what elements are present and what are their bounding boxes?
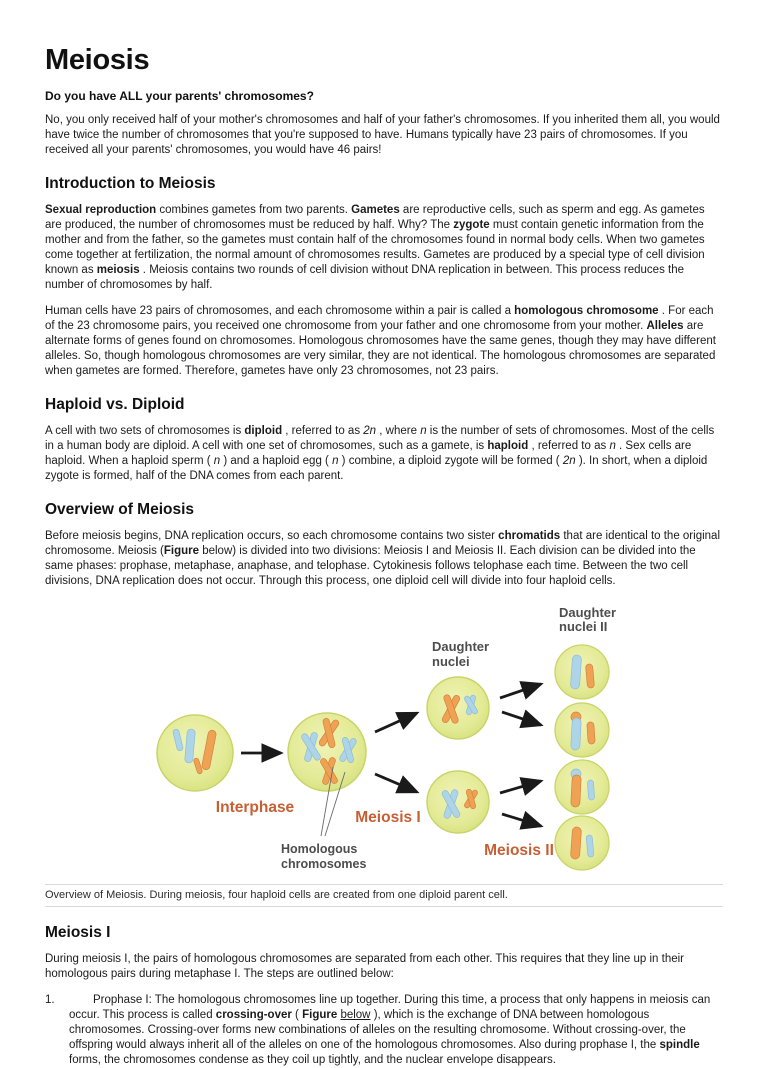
text-run: 2n: [363, 425, 377, 438]
paragraph: [45, 113, 723, 158]
figure-caption-block: [45, 884, 723, 907]
paragraph: [45, 203, 723, 293]
document-bottom-sections: [45, 924, 723, 1068]
text-run: n: [332, 455, 339, 468]
arrow-meiosis1-lower-icon: [375, 774, 417, 792]
section-heading-meiosis-i: Meiosis I: [45, 924, 111, 942]
paragraph: [45, 304, 723, 379]
text-run: . Meiosis contains two rounds of cell division without DNA replication in between. This process reduces the number of chromosomes by half.: [45, 264, 685, 292]
daughter-nuclei-ii-label: Daughter: [559, 605, 617, 621]
homologous-chromosomes-label: chromosomes: [281, 857, 367, 872]
text-run: forms, the chromosomes condense as they coil up tightly, and the nuclear envelope disappears.: [69, 1054, 556, 1067]
text-run: that are identical to the original chromosome. Meiosis (: [45, 530, 720, 558]
homologous-chromosomes-label: Homologous: [281, 842, 358, 857]
interphase-label: Interphase: [215, 799, 295, 817]
arrow-meiosis2-icon: [500, 781, 541, 793]
daughter-cell-ii-4: [555, 816, 609, 870]
daughter-cell-1: [427, 677, 489, 739]
text-run: spindle: [659, 1039, 700, 1052]
daughter-cell-ii-2: [555, 703, 609, 757]
text-run: No, you only received half of your mother's chromosomes and half of your father's chromosomes. If you inherited them all, you would have twice the number of chromosomes that you're supposed to have. Humans typically have 23 pairs of chromosomes. If you received all your parents' chromosomes, you would have 46 pairs!: [45, 114, 720, 157]
text-run: Gametes: [351, 204, 400, 217]
meiosis-i-label: Meiosis I: [355, 809, 421, 827]
arrow-meiosis2-icon: [502, 814, 541, 826]
text-run: Figure: [163, 545, 200, 558]
list-number: 1.: [45, 994, 55, 1007]
figure-caption: Overview of Meiosis. During meiosis, four haploid cells are created from one diploid parent cell.: [45, 889, 508, 902]
text-run: ), which is the exchange of DNA between homologous chromosomes. Crossing-over forms new combinations of alleles on the resulting chromosome. Without crossing-over, the offspring would always inherit all of the alleles on one of the homologous chromosomes. Also during prophase I, the: [69, 1009, 686, 1052]
text-run: Alleles: [646, 320, 684, 333]
meiosis-ii-label: Meiosis II: [484, 842, 554, 860]
daughter-nuclei-ii-label: nuclei II: [559, 619, 608, 635]
daughter-cell-2: [427, 771, 489, 833]
section-heading-introduction-to-meiosis: Introduction to Meiosis: [45, 175, 216, 193]
text-run: Before meiosis begins, DNA replication occurs, so each chromosome contains two sister: [45, 530, 499, 543]
section-heading-overview-of-meiosis: Overview of Meiosis: [45, 501, 195, 519]
text-run: are reproductive cells, such as sperm and egg. As gametes are produced, the number of chromosomes must be reduced by half. Why? The: [45, 204, 705, 232]
text-run: ). In short, when a diploid zygote is formed, half of the DNA comes from each parent.: [45, 455, 708, 483]
text-run: zygote: [453, 219, 490, 232]
daughter-nuclei-label: Daughter: [432, 639, 490, 655]
daughter-nuclei-label: nuclei: [432, 654, 470, 670]
daughter-cell-ii-1: [555, 645, 609, 699]
meiosis-overview-figure: [45, 600, 723, 880]
text-run: , where: [376, 425, 421, 438]
arrow-meiosis2-icon: [502, 712, 541, 725]
text-run: haploid: [487, 440, 529, 453]
text-run: homologous chromosome: [514, 305, 659, 318]
text-run: (: [291, 1009, 303, 1022]
paragraph: [45, 424, 723, 484]
link-below[interactable]: below: [340, 1009, 371, 1022]
text-run: chromatids: [498, 530, 561, 543]
text-run: diploid: [244, 425, 283, 438]
text-run: A cell with two sets of chromosomes is: [45, 425, 245, 438]
text-run: Sexual reproduction: [45, 204, 157, 217]
text-run: 2n: [562, 455, 576, 468]
parent-cell-replicated: [288, 713, 366, 791]
arrow-meiosis1-upper-icon: [375, 713, 417, 732]
section-heading-haploid-vs-diploid: Haploid vs. Diploid: [45, 396, 185, 414]
text-run: During meiosis I, the pairs of homologous chromosomes are separated from each other. This requires that they line up in their homologous pairs during metaphase I. The steps are outlined below:: [45, 953, 685, 981]
text-run: ) and a haploid egg (: [220, 455, 333, 468]
paragraph: [45, 952, 723, 982]
text-run: are alternate forms of genes found on chromosomes. Homologous chromosomes have the same genes, though they may have different alleles. So, though homologous chromosomes are very similar, they are not identical. The homologous chromosomes are separated when gametes are formed. Therefore, gametes have only 23 chromosomes, not 23 pairs.: [45, 320, 716, 378]
interphase-cell: [157, 715, 233, 791]
lead-question: Do you have ALL your parents' chromosomes?: [45, 89, 314, 104]
text-run: must contain genetic information from the mother and from the father, so the gametes must contain half of the chromosomes found in normal body cells. When two gametes come together at fertilization, the normal amount of chromosomes results. Gametes are produced by a special type of cell division known as: [45, 219, 705, 277]
text-run: below) is divided into two divisions: Meiosis I and Meiosis II. Each division can be divided into the same phases: prophase, metaphase, anaphase, and telophase. Cytokinesis follows telophase each time. Between the two cell divisions, DNA replication does not occur. Through this process, one diploid cell will divide into four haploid cells.: [45, 545, 696, 588]
document-top-sections: [45, 45, 723, 589]
text-run: crossing-over: [215, 1009, 292, 1022]
text-run: is the number of sets of chromosomes. Most of the cells in a human body are diploid. A cell with one set of chromosomes, such as a gamete, is: [45, 425, 715, 453]
text-run: , referred to as: [282, 425, 364, 438]
text-run: Prophase I: The homologous chromosomes line up together. During this time, a process that only happens in meiosis can occur. This process is called: [69, 994, 711, 1022]
paragraph: [45, 529, 723, 589]
text-run: . Sex cells are haploid. When a haploid sperm (: [45, 440, 692, 468]
text-run: meiosis: [96, 264, 140, 277]
list-item-text: [69, 993, 723, 1068]
text-run: , referred to as: [528, 440, 610, 453]
list-item-1: [45, 993, 723, 1068]
text-run: . For each of the 23 chromosome pairs, you received one chromosome from your father and one chromosome from your mother.: [45, 305, 714, 333]
text-run: Figure: [302, 1009, 338, 1022]
text-run: Human cells have 23 pairs of chromosomes, and each chromosome within a pair is called a: [45, 305, 515, 318]
text-run: combines gametes from two parents.: [156, 204, 352, 217]
text-run: n: [420, 425, 427, 438]
arrow-meiosis2-icon: [500, 684, 541, 698]
meiosis-diagram: [45, 600, 723, 875]
document-title: Meiosis: [45, 44, 150, 76]
daughter-cell-ii-3: [555, 760, 609, 814]
text-run: ) combine, a diploid zygote will be formed (: [338, 455, 563, 468]
text-run: n: [609, 440, 616, 453]
text-run: n: [213, 455, 221, 468]
